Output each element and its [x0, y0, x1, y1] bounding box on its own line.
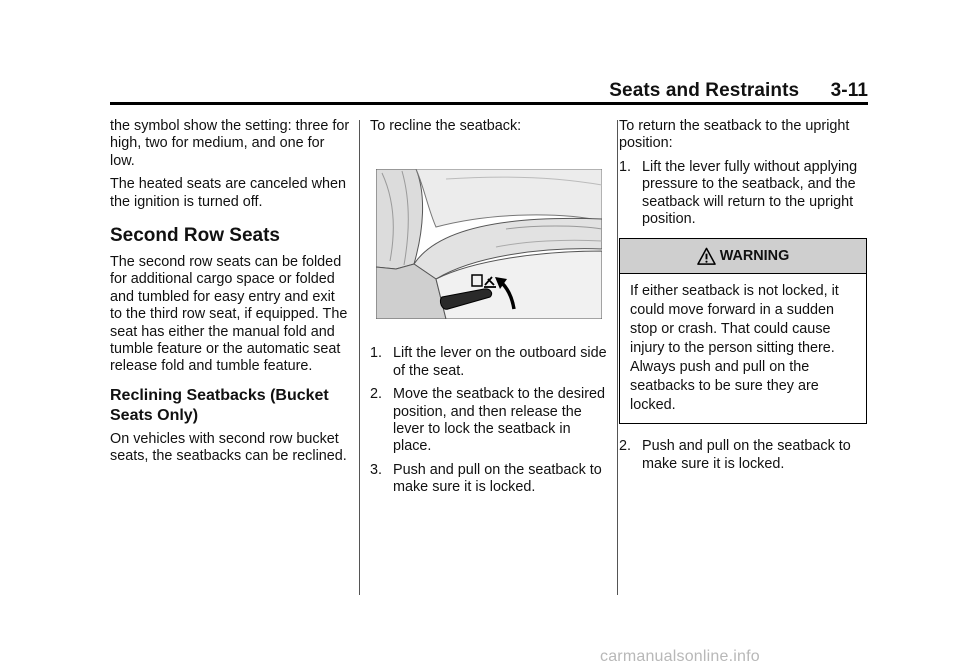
step-number: 3. — [370, 461, 383, 478]
paragraph: To recline the seatback: — [370, 118, 522, 134]
column-middle — [370, 118, 610, 503]
list-item — [619, 159, 871, 229]
column-right — [619, 118, 871, 479]
step-text: Lift the lever on the outboard side of the seat. — [393, 345, 607, 379]
list-item — [370, 462, 610, 497]
seat-recline-lever-illustration — [376, 169, 602, 319]
column-divider — [359, 120, 360, 595]
subsection-heading: Reclining Seatbacks (Bucket Seats Only) — [110, 386, 329, 424]
step-number: 1. — [619, 158, 632, 175]
paragraph: To return the seatback to the upright position: — [619, 118, 850, 152]
list-item — [370, 345, 610, 380]
section-title: Seats and Restraints — [609, 80, 800, 101]
step-text: Lift the lever fully without applying pressure to the seatback, and the seatback will return to the upright position. — [642, 158, 858, 228]
list-item — [619, 438, 871, 473]
warning-triangle-icon — [697, 247, 716, 266]
header-rule — [110, 102, 868, 105]
warning-header — [620, 239, 866, 274]
paragraph: The heated seats are canceled when the ignition is turned off. — [110, 176, 347, 210]
upright-steps-continued — [619, 438, 871, 473]
column-divider — [617, 120, 618, 595]
column-left — [110, 118, 350, 472]
list-item — [370, 386, 610, 456]
paragraph: On vehicles with second row bucket seats, the seatbacks can be reclined. — [110, 430, 347, 465]
step-number: 2. — [619, 438, 632, 455]
watermark: carmanualsonline.info — [600, 648, 760, 665]
section-heading: Second Row Seats — [110, 225, 280, 247]
paragraph: The second row seats can be folded for additional cargo space or folded and tumbled for easy entry and exit to the third row seat, if equipped. The seat has either the manual fold and tumble feature or the automatic seat release fold and tumble feature. — [110, 254, 348, 375]
page-number: 3-11 — [830, 80, 868, 101]
recline-steps — [370, 345, 610, 496]
step-number: 1. — [370, 345, 383, 362]
warning-box — [619, 238, 867, 424]
step-text: Push and pull on the seatback to make sure it is locked. — [642, 438, 851, 472]
step-text: Push and pull on the seatback to make sure it is locked. — [393, 461, 602, 496]
warning-text: If either seatback is not locked, it could move forward in a sudden stop or crash. That could cause injury to the person sitting there. Always push and pull on the seatbacks to be sure they are locked. — [630, 283, 839, 414]
step-number: 2. — [370, 386, 383, 403]
upright-steps — [619, 159, 871, 229]
seat-illustration — [376, 169, 602, 319]
step-text: Move the seatback to the desired position, and then release the lever to lock the seatback in place. — [393, 386, 605, 455]
warning-title: WARNING — [719, 247, 790, 264]
paragraph: the symbol show the setting: three for high, two for medium, and one for low. — [110, 118, 350, 169]
